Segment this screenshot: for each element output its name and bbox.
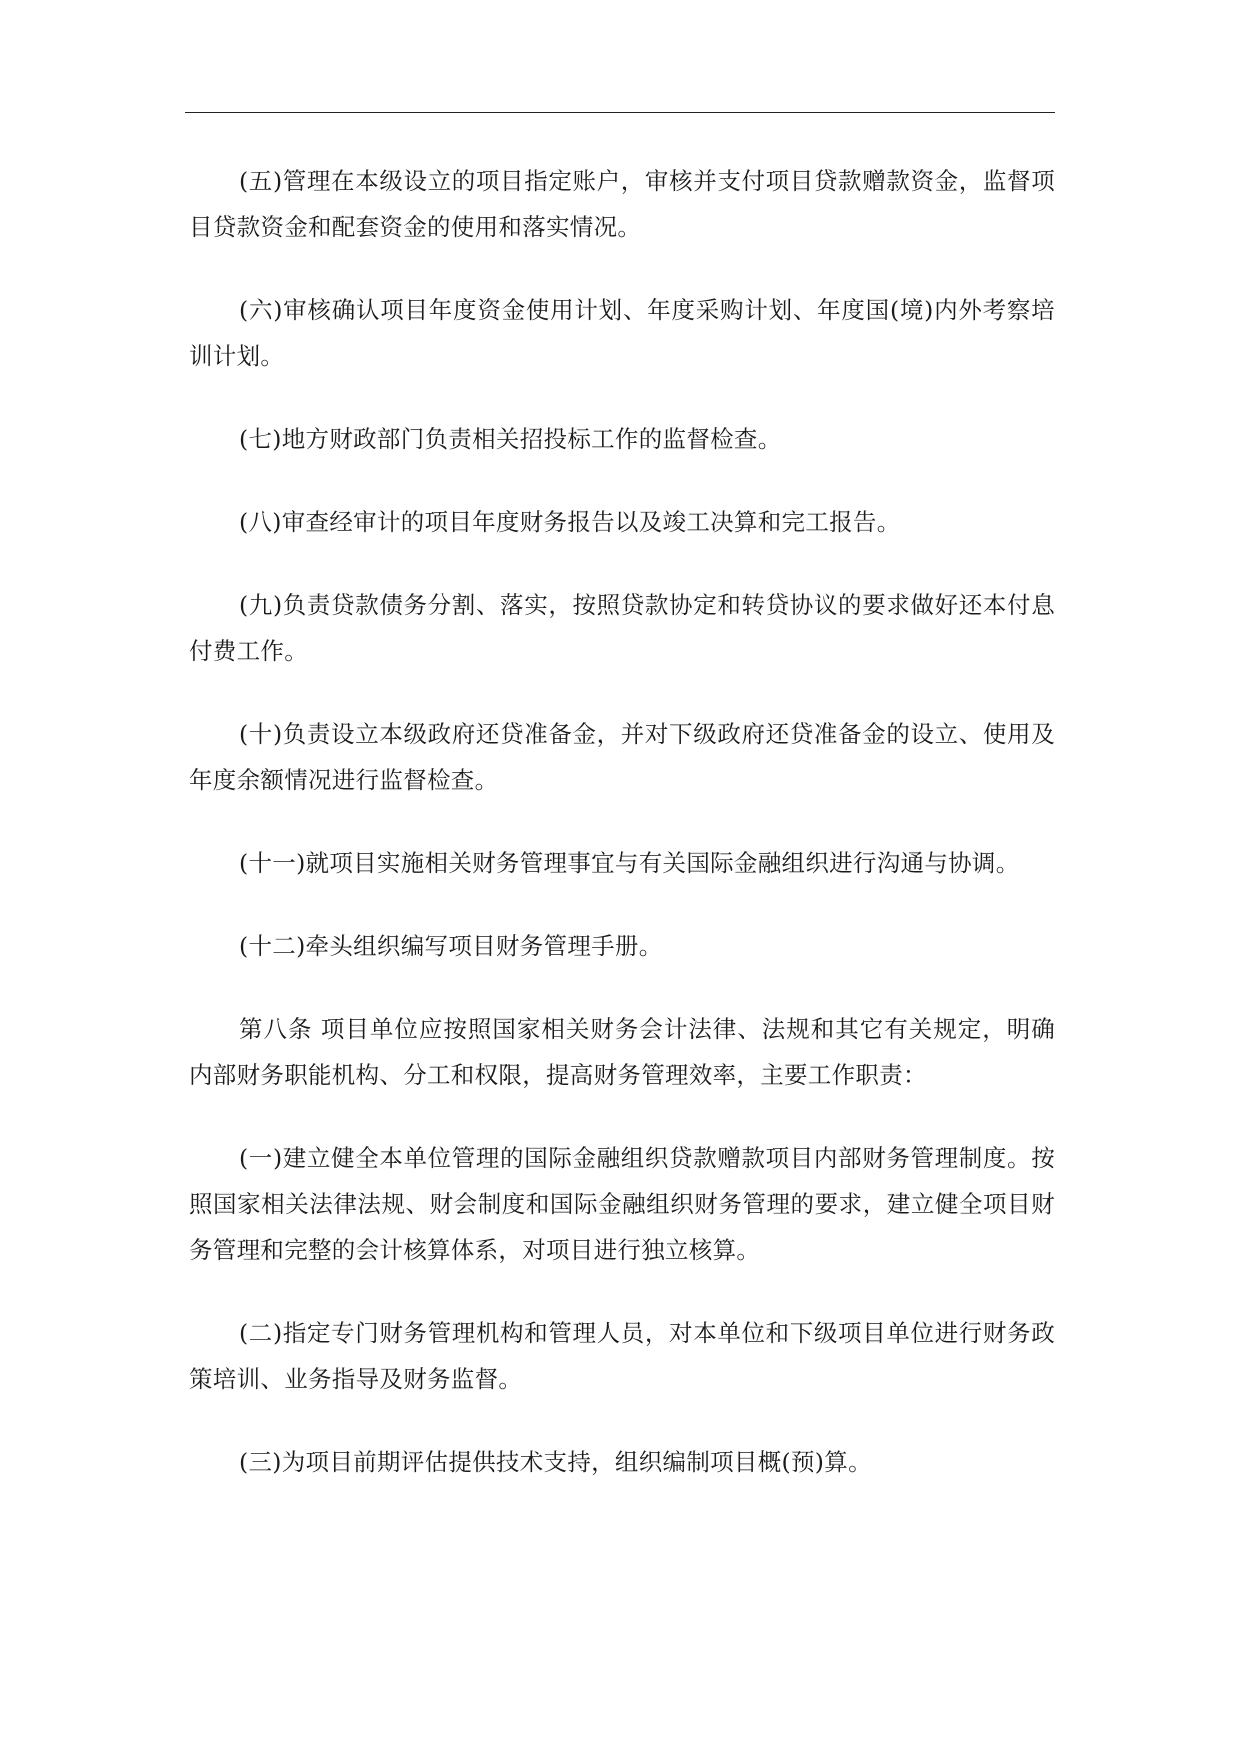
paragraph-8: (八)审查经审计的项目年度财务报告以及竣工决算和完工报告。 (239, 508, 901, 536)
document-body (189, 158, 1055, 1522)
header-rule (185, 112, 1055, 113)
paragraph-3: (三)为项目前期评估提供技术支持，组织编制项目概(预)算。 (239, 1448, 872, 1476)
paragraph-11: (十一)就项目实施相关财务管理事宜与有关国际金融组织进行沟通与协调。 (239, 849, 1020, 877)
paragraph-10: (十)负责设立本级政府还贷准备金，并对下级政府还贷准备金的设立、使用及年度余额情况进行监督检查。 (189, 720, 1055, 794)
paragraph-1: (一)建立健全本单位管理的国际金融组织贷款赠款项目内部财务管理制度。按照国家相关法律法规、财会制度和国际金融组织财务管理的要求，建立健全项目财务管理和完整的会计核算体系，对项目进行独立核算。 (189, 1144, 1055, 1264)
paragraph-5: (五)管理在本级设立的项目指定账户，审核并支付项目贷款赠款资金，监督项目贷款资金和配套资金的使用和落实情况。 (189, 167, 1055, 241)
paragraph-6: (六)审核确认项目年度资金使用计划、年度采购计划、年度国(境)内外考察培训计划。 (189, 296, 1055, 370)
paragraph-2: (二)指定专门财务管理机构和管理人员，对本单位和下级项目单位进行财务政策培训、业务指导及财务监督。 (189, 1319, 1055, 1393)
article-8-paragraph: 第八条 项目单位应按照国家相关财务会计法律、法规和其它有关规定，明确内部财务职能机构、分工和权限，提高财务管理效率，主要工作职责： (189, 1015, 1055, 1089)
paragraph-7: (七)地方财政部门负责相关招投标工作的监督检查。 (239, 425, 782, 453)
paragraph-9: (九)负责贷款债务分割、落实，按照贷款协定和转贷协议的要求做好还本付息付费工作。 (189, 591, 1055, 665)
paragraph-12: (十二)牵头组织编写项目财务管理手册。 (239, 932, 663, 960)
